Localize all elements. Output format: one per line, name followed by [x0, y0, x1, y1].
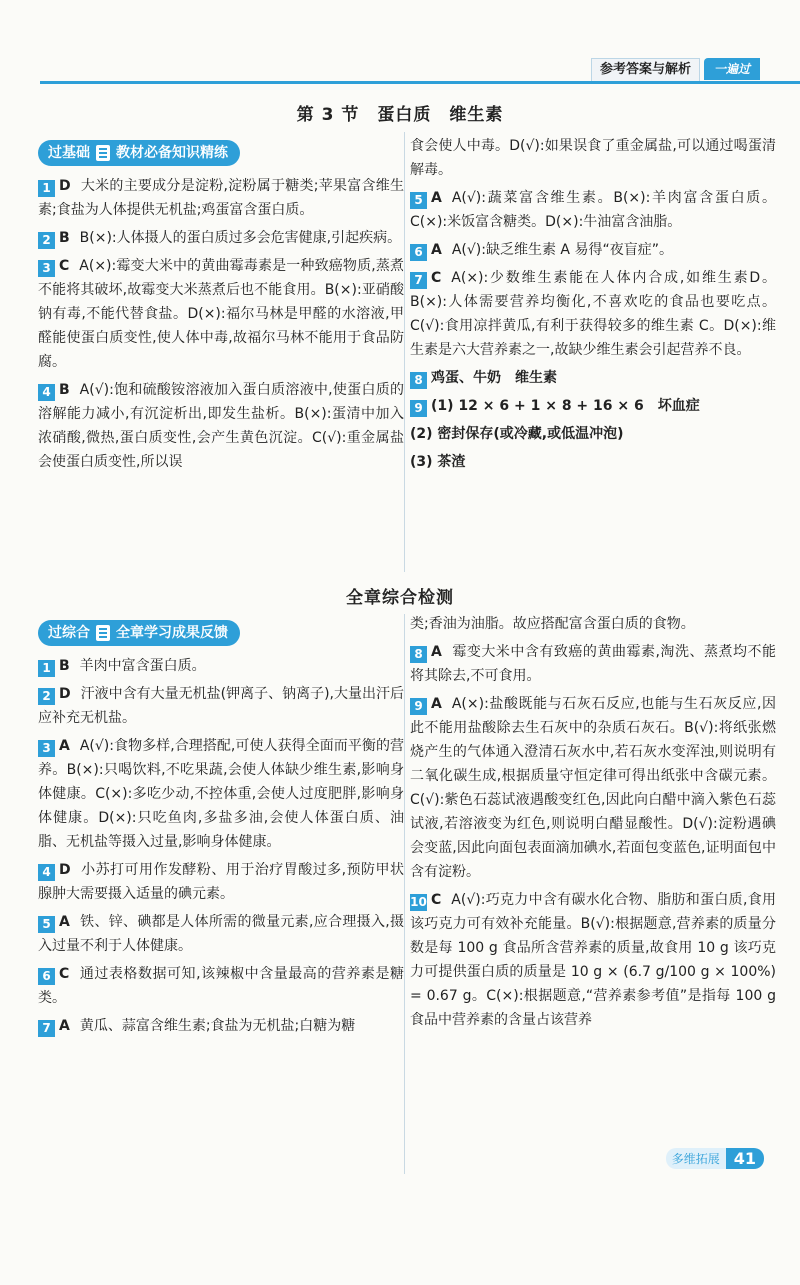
book-icon [96, 145, 110, 161]
column-divider [404, 132, 405, 572]
question-number: 8 [410, 372, 427, 389]
answer-letter: A [59, 738, 70, 754]
answer-item [38, 858, 404, 906]
book-icon [96, 625, 110, 641]
answer-item [38, 682, 404, 730]
answer-item [38, 174, 404, 222]
question-number: 7 [38, 1020, 55, 1037]
explanation-text: 鸡蛋、牛奶 维生素 [431, 370, 557, 386]
explanation-text: 霉变大米中含有致癌的黄曲霉素,淘洗、蒸煮均不能将其除去,不可食用。 [410, 644, 776, 684]
column-divider [404, 614, 405, 1174]
section1-left-column [38, 140, 404, 478]
answer-letter: B [59, 230, 70, 246]
explanation-text: A(√):饱和硫酸铵溶液加入蛋白质溶液中,使蛋白质的溶解能力减小,有沉淀析出,即发生盐析。B(×):蛋清中加入浓硝酸,微热,蛋白质变性,会产生黄色沉淀。C(√):重金属盐会使蛋白质变性,所以误 [38, 382, 404, 470]
explanation-text: 汗液中含有大量无机盐(钾离子、钠离子),大量出汗后应补充无机盐。 [38, 686, 404, 726]
section2-right-column [410, 612, 776, 1036]
answer-item [410, 366, 776, 390]
question-number: 5 [410, 192, 427, 209]
answer-letter: D [59, 178, 71, 194]
banner-label: 过综合 [48, 625, 90, 641]
answer-item [410, 266, 776, 362]
question-number: 8 [410, 646, 427, 663]
answer-item [38, 654, 404, 678]
question-number: 1 [38, 660, 55, 677]
banner-label: 过基础 [48, 145, 90, 161]
question-number: 6 [410, 244, 427, 261]
question-number: 5 [38, 916, 55, 933]
explanation-text: A(√):缺乏维生素 A 易得“夜盲症”。 [451, 242, 673, 258]
question-number: 2 [38, 688, 55, 705]
question-number: 4 [38, 384, 55, 401]
answer-item [38, 226, 404, 250]
continued-text: 类;香油为油脂。故应搭配富含蛋白质的食物。 [410, 616, 695, 632]
question-number: 9 [410, 400, 427, 417]
answer-letter: A [59, 1018, 70, 1034]
answer-letter: A [59, 914, 70, 930]
answer-letter: D [59, 686, 71, 702]
page-footer [666, 1148, 764, 1169]
answer-item [38, 734, 404, 854]
section-banner [38, 140, 240, 166]
explanation-text: 大米的主要成分是淀粉,淀粉属于糖类;苹果富含维生素;食盐为人体提供无机盐;鸡蛋富含蛋白质。 [38, 178, 404, 218]
header-tab: 参考答案与解析 [591, 58, 700, 81]
question-number: 6 [38, 968, 55, 985]
question-number: 3 [38, 260, 55, 277]
answer-line: (3) 茶渣 [410, 454, 466, 470]
answer-item [410, 238, 776, 262]
explanation-text: A(×):霉变大米中的黄曲霉毒素是一种致癌物质,蒸煮不能将其破坏,故霉变大米蒸煮后也不能食用。B(×):亚硝酸钠有毒,不能代替食盐。D(×):福尔马林是甲醛的水溶液,甲醛能使蛋白质变性,使人体中毒,故福尔马林不能用于食品防腐。 [38, 258, 404, 370]
answer-item [410, 640, 776, 688]
explanation-text: 铁、锌、碘都是人体所需的微量元素,应合理摄入,摄入过量不利于人体健康。 [38, 914, 404, 954]
answer-item [38, 254, 404, 374]
answer-letter: C [431, 270, 442, 286]
answer-letter: A [431, 644, 442, 660]
explanation-text: (1) 12 × 6 + 1 × 8 + 16 × 6 坏血症 [431, 398, 700, 414]
answer-item [38, 910, 404, 958]
explanation-text: A(√):蔬菜富含维生素。B(×):羊肉富含蛋白质。C(×):米饭富含糖类。D(×):牛油富含油脂。 [410, 190, 776, 230]
page-number: 41 [726, 1148, 764, 1169]
answer-item [410, 394, 776, 418]
section-banner [38, 620, 240, 646]
question-number: 2 [38, 232, 55, 249]
answer-line: (2) 密封保存(或冷藏,或低温冲泡) [410, 426, 624, 442]
explanation-text: A(×):盐酸既能与石灰石反应,也能与生石灰反应,因此不能用盐酸除去生石灰中的杂质石灰石。B(√):将纸张燃烧产生的气体通入澄清石灰水中,若石灰水变浑浊,则说明有二氧化碳生成,根据质量守恒定律可得出纸张中含碳元素。C(√):紫色石蕊试液遇酸变红色,因此向白醋中滴入紫色石蕊试液,若溶液变为红色,则说明白醋显酸性。D(√):淀粉遇碘会变蓝,因此向面包表面滴加碘水,若面包变蓝色,证明面包中含有淀粉。 [410, 696, 776, 880]
answer-item [38, 1014, 404, 1038]
explanation-text: B(×):人体摄人的蛋白质过多会危害健康,引起疾病。 [79, 230, 402, 246]
header-rule [40, 81, 800, 84]
question-number: 7 [410, 272, 427, 289]
explanation-text: 羊肉中富含蛋白质。 [79, 658, 206, 674]
banner-subtitle: 教材必备知识精练 [116, 145, 228, 161]
explanation-text: A(√):巧克力中含有碳水化合物、脂肪和蛋白质,食用该巧克力可有效补充能量。B(√):根据题意,营养素的质量分数是每 100 g 食品所含营养素的质量,故食用 10 g 该巧克力可提供蛋白质的质量是 10 g × (6.7 g/100 g × 100%) = 0.67 g。C(×):根据题意,“营养素参考值”是指每 100 g 食品中营养素的含量占该营养 [410, 892, 776, 1028]
question-number: 9 [410, 698, 427, 715]
question-number: 4 [38, 864, 55, 881]
answer-letter: A [431, 696, 442, 712]
question-number: 10 [410, 895, 427, 909]
explanation-text: 黄瓜、蒜富含维生素;食盐为无机盐;白糖为糖 [79, 1018, 356, 1034]
explanation-text: 通过表格数据可知,该辣椒中含量最高的营养素是糖类。 [38, 966, 404, 1006]
answer-item [38, 962, 404, 1010]
explanation-text: A(√):食物多样,合理搭配,可使人获得全面而平衡的营养。B(×):只喝饮料,不吃果蔬,会使人体缺少维生素,影响身体健康。C(×):多吃少动,不控体重,会使人过度肥胖,影响身体健康。D(×):只吃鱼肉,多盐多油,会使人体蛋白质、油脂、无机盐等摄入过量,影响身体健康。 [38, 738, 404, 850]
question-number: 1 [38, 180, 55, 197]
answer-item [410, 888, 776, 1032]
section2-left-column [38, 620, 404, 1042]
section-title: 第 3 节 蛋白质 维生素 [296, 105, 504, 125]
section1-right-column [410, 134, 776, 478]
explanation-text: 小苏打可用作发酵粉、用于治疗胃酸过多,预防甲状腺肿大需要摄入适量的碘元素。 [38, 862, 404, 902]
answer-letter: C [59, 966, 70, 982]
brand-logo: 一遍过 [704, 58, 760, 80]
answer-letter: B [59, 382, 70, 398]
answer-letter: B [59, 658, 70, 674]
answer-letter: A [431, 242, 442, 258]
answer-letter: A [431, 190, 442, 206]
answer-item [38, 378, 404, 474]
answer-item [410, 692, 776, 884]
answer-letter: D [59, 862, 71, 878]
page-header [0, 55, 800, 87]
explanation-text: A(×):少数维生素能在人体内合成,如维生素D。B(×):人体需要营养均衡化,不喜欢吃的食品也要吃点。C(√):食用凉拌黄瓜,有利于获得较多的维生素 C。D(×):维生素是六大营养素之一,故缺少维生素会引起营养不良。 [410, 270, 776, 358]
continued-text: 食会使人中毒。D(√):如果误食了重金属盐,可以通过喝蛋清解毒。 [410, 138, 776, 178]
banner-subtitle: 全章学习成果反馈 [116, 625, 228, 641]
answer-letter: C [431, 892, 442, 908]
section-title: 全章综合检测 [346, 588, 454, 608]
footer-tag: 多维拓展 [666, 1148, 726, 1169]
answer-letter: C [59, 258, 70, 274]
question-number: 3 [38, 740, 55, 757]
answer-item [410, 186, 776, 234]
